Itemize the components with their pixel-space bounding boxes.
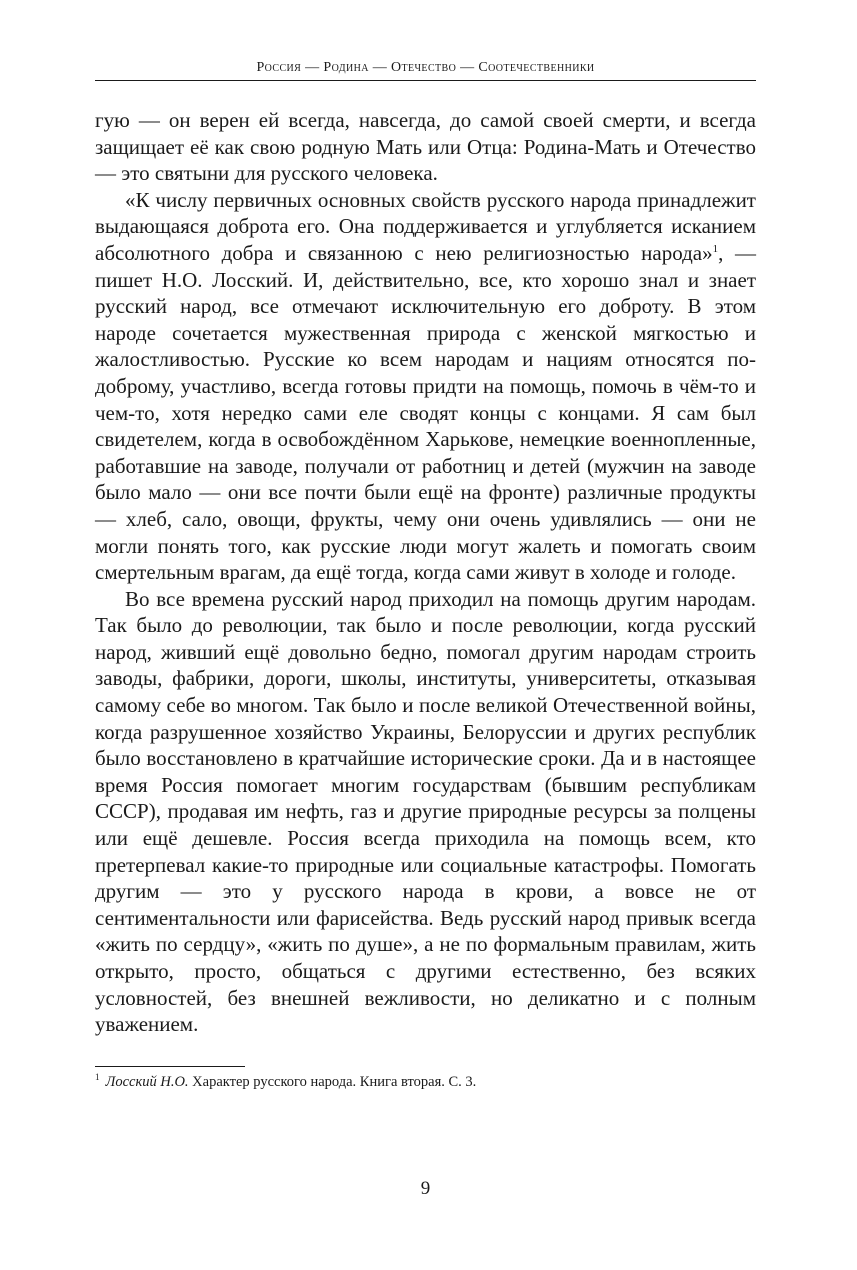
paragraph-2-rest: , — пишет Н.О. Лосский. И, действительно, все, кто хорошо знал и знает русский народ, все отмечают исключительную его доброту. В этом народе сочетается мужественная природа с женской мягкостью и жалостливостью. Русские ко всем народам и нациям относятся по-доброму, участливо, всегда готовы придти на помощь, помочь в чём-то и чем-то, хотя нередко сами еле сводят концы с концами. Я сам был свидетелем, когда в освобождённом Харькове, немецкие военнопленные, работавшие на заводе, получали от работниц и детей (мужчин на заводе было мало — они все почти были ещё на фронте) различные продукты — хлеб, сало, овощи, фрукты, чему они очень удивлялись — они не могли понять того, как русские люди могут жалеть и помогать своим смертельным врагам, да ещё тогда, когда сами живут в холоде и голоде. bbox=[95, 240, 756, 585]
running-head: Россия — Родина — Отечество — Соотечественники bbox=[95, 60, 756, 81]
paragraph-3: Во все времена русский народ приходил на помощь другим народам. Так было до революции, так было и после революции, когда русский народ, живший ещё довольно бедно, помогал другим народам строить заводы, фабрики, дороги, школы, институты, университеты, отказывая самому себе во многом. Так было и после великой Отечественной войны, когда разрушенное хозяйство Украины, Белоруссии и других республик было восстановлено в кратчайшие исторические сроки. Да и в настоящее время Россия помогает многим государствам (бывшим республикам СССР), продавая им нефть, газ и другие природные ресурсы за полцены или ещё дешевле. Россия всегда приходила на помощь всем, кто претерпевал какие-то природные или социальные катастрофы. Помогать другим — это у русского народа в крови, а вовсе не от сентиментальности или фарисейства. Ведь русский народ привык всегда «жить по сердцу», «жить по душе», а не по формальным правилам, жить открыто, просто, общаться с другими естественно, без всяких условностей, без внешней вежливости, но деликатно и с полным уважением. bbox=[95, 586, 756, 1037]
paragraph-1: гую — он верен ей всегда, навсегда, до самой своей смерти, и всегда защищает её как свою родную Мать или Отца: Родина-Мать и Отечество — это святыни для русского человека. bbox=[95, 108, 756, 186]
footnote-number: 1 bbox=[95, 1071, 100, 1082]
page-number: 9 bbox=[420, 1178, 431, 1199]
footnote-divider bbox=[95, 1066, 245, 1067]
paragraph-2-quote: «К числу первичных основных свойств русского народа принадлежит выдающаяся доброта его. Она поддерживается и углубляется исканием абсолютного добра и связанною с нею религиозностью народа» bbox=[95, 187, 756, 265]
footnote-author: Лосский Н.О. bbox=[105, 1073, 189, 1090]
book-page bbox=[95, 60, 756, 1199]
footnote bbox=[95, 1073, 756, 1092]
paragraph-2 bbox=[95, 187, 756, 586]
footnote-reference[interactable]: 1 bbox=[712, 242, 719, 255]
footnote-text: Характер русского народа. Книга вторая. С. 3. bbox=[188, 1073, 477, 1090]
main-text bbox=[95, 107, 756, 1038]
